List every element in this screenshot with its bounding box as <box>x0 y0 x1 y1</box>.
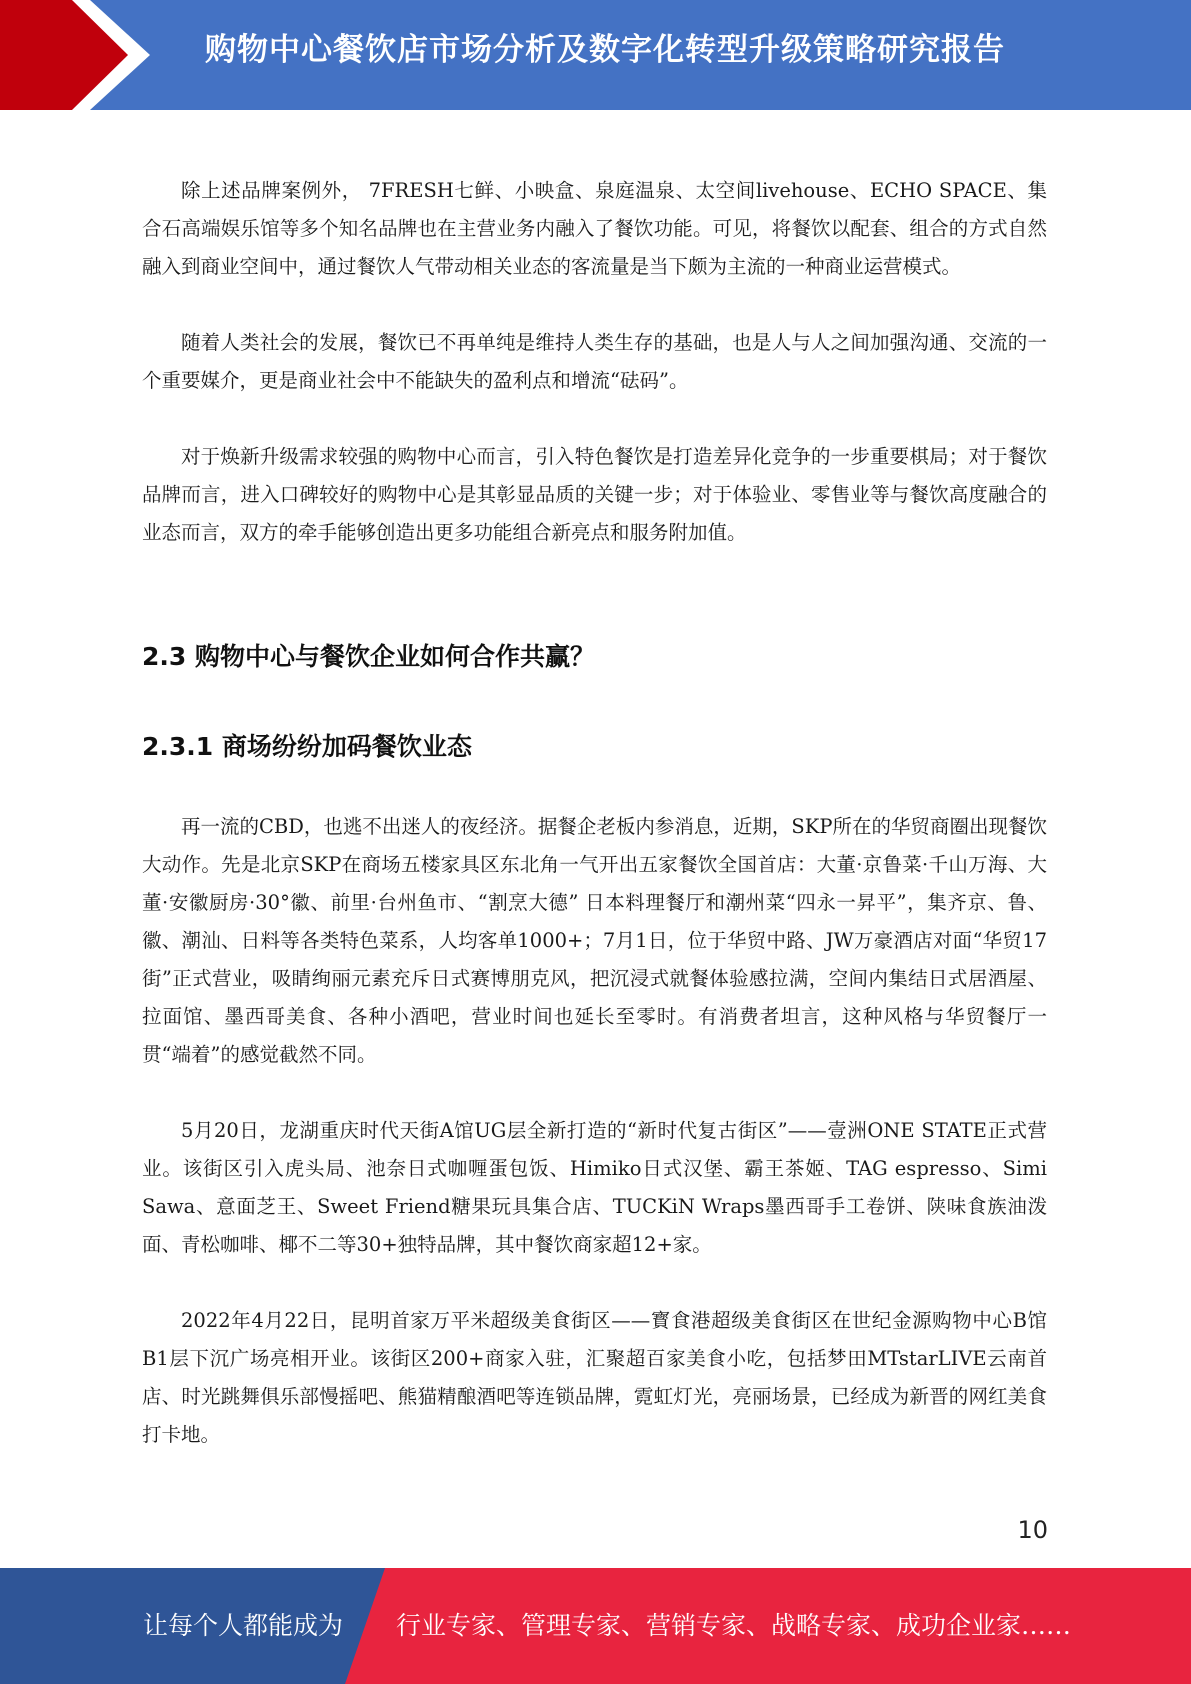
page-number: 10 <box>1017 1516 1048 1544</box>
section-heading: 2.3 购物中心与餐饮企业如何合作共赢？ <box>142 642 595 671</box>
body-content-top <box>142 172 1047 552</box>
header-chevron-decoration <box>0 0 160 110</box>
footer-slogan-left: 让每个人都能成为 <box>143 1611 344 1640</box>
paragraph: 随着人类社会的发展，餐饮已不再单纯是维持人类生存的基础，也是人与人之间加强沟通、交流的一个重要媒介，更是商业社会中不能缺失的盈利点和增流“砝码”。 <box>142 331 1047 392</box>
paragraph: 再一流的CBD，也逃不出迷人的夜经济。据餐企老板内参消息，近期，SKP所在的华贸商圈出现餐饮大动作。先是北京SKP在商场五楼家具区东北角一气开出五家餐饮全国首店：大董·京鲁菜·千山万海、大董·安徽厨房·30°徽、前里·台州鱼市、“割烹大德” 日本料理餐厅和潮州菜“四永一昇平”，集齐京、鲁、徽、潮汕、日料等各类特色菜系，人均客单1000+；7月1日，位于华贸中路、JW万豪酒店对面“华贸17街”正式营业，吸睛绚丽元素充斥日式赛博朋克风，把沉浸式就餐体验感拉满，空间内集结日式居酒屋、拉面馆、墨西哥美食、各种小酒吧，营业时间也延长至零时。有消费者坦言，这种风格与华贸餐厅一贯“端着”的感觉截然不同。 <box>142 815 1047 1066</box>
page-header <box>0 0 1191 110</box>
body-content-bottom <box>142 808 1047 1454</box>
paragraph: 除上述品牌案例外， 7FRESH七鲜、小映盒、泉庭温泉、太空间livehouse、ECHO SPACE、集合石高端娱乐馆等多个知名品牌也在主营业务内融入了餐饮功能。可见，将餐饮以配套、组合的方式自然融入到商业空间中，通过餐饮人气带动相关业态的客流量是当下颇为主流的一种商业运营模式。 <box>142 179 1047 278</box>
page-footer <box>0 1568 1191 1684</box>
paragraph: 5月20日，龙湖重庆时代天街A馆UG层全新打造的“新时代复古街区”——壹洲ONE STATE正式营业。该街区引入虎头局、池奈日式咖喱蛋包饭、Himiko日式汉堡、霸王茶姬、TAG espresso、Simi Sawa、意面芝王、Sweet Friend糖果玩具集合店、TUCKiN Wraps墨西哥手工卷饼、陕味食族油泼面、青松咖啡、椰不二等30+独特品牌，其中餐饮商家超12+家。 <box>142 1119 1047 1256</box>
report-title: 购物中心餐饮店市场分析及数字化转型升级策略研究报告 <box>205 32 1005 68</box>
footer-slogan-right: 行业专家、管理专家、营销专家、战略专家、成功企业家…… <box>396 1611 1072 1640</box>
paragraph: 2022年4月22日，昆明首家万平米超级美食街区——寳食港超级美食街区在世纪金源购物中心B馆B1层下沉广场亮相开业。该街区200+商家入驻，汇聚超百家美食小吃，包括梦田MTstarLIVE云南首店、时光跳舞俱乐部慢摇吧、熊猫精酿酒吧等连锁品牌，霓虹灯光，亮丽场景，已经成为新晋的网红美食打卡地。 <box>142 1309 1047 1446</box>
paragraph: 对于焕新升级需求较强的购物中心而言，引入特色餐饮是打造差异化竞争的一步重要棋局；对于餐饮品牌而言，进入口碑较好的购物中心是其彰显品质的关键一步；对于体验业、零售业等与餐饮高度融合的业态而言，双方的牵手能够创造出更多功能组合新亮点和服务附加值。 <box>142 445 1047 544</box>
subsection-heading: 2.3.1 商场纷纷加码餐饮业态 <box>142 732 472 761</box>
